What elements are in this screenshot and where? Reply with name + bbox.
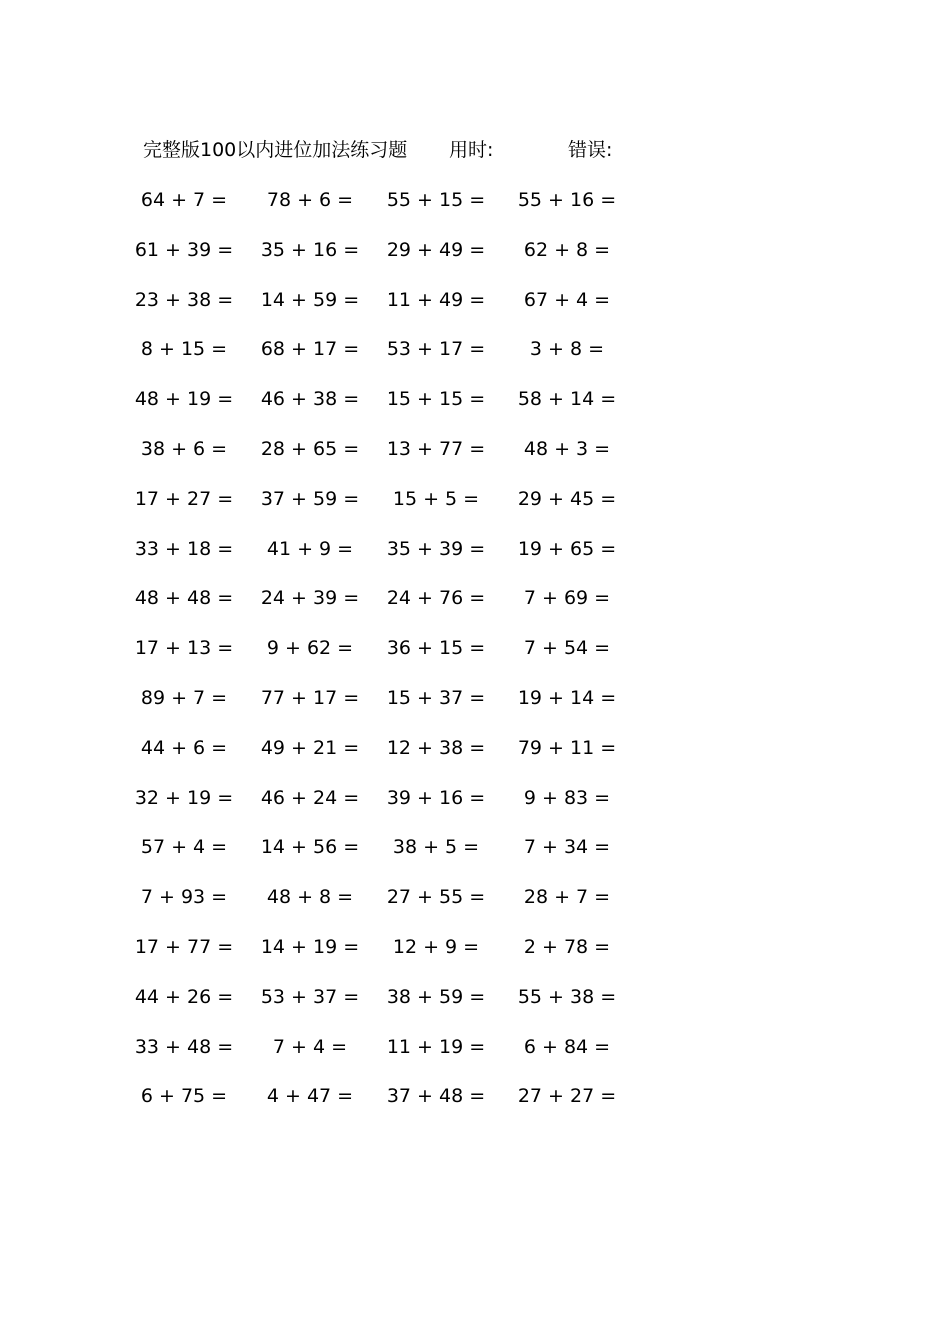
problem-item: 36 + 15 = — [386, 637, 486, 660]
problem-item: 35 + 16 = — [260, 238, 360, 261]
problem-item: 29 + 45 = — [517, 487, 617, 510]
problem-item: 37 + 59 = — [260, 487, 360, 510]
problem-item: 11 + 49 = — [386, 288, 486, 311]
problem-item: 38 + 5 = — [392, 836, 480, 859]
problem-item: 14 + 59 = — [260, 288, 360, 311]
problem-item: 28 + 65 = — [260, 437, 360, 460]
problem-item: 12 + 9 = — [392, 935, 480, 958]
problem-item: 37 + 48 = — [386, 1085, 486, 1108]
problem-item: 13 + 77 = — [386, 437, 486, 460]
problem-item: 44 + 6 = — [140, 736, 228, 759]
problem-row — [0, 934, 950, 984]
problem-item: 19 + 14 = — [517, 686, 617, 709]
problem-item: 15 + 15 = — [386, 388, 486, 411]
problem-item: 7 + 34 = — [523, 836, 611, 859]
problem-row — [0, 984, 950, 1034]
problem-item: 6 + 75 = — [140, 1085, 228, 1108]
problem-item: 68 + 17 = — [260, 338, 360, 361]
problem-item: 38 + 59 = — [386, 985, 486, 1008]
problem-item: 58 + 14 = — [517, 388, 617, 411]
problem-item: 14 + 56 = — [260, 836, 360, 859]
problem-item: 24 + 39 = — [260, 587, 360, 610]
problem-item: 53 + 17 = — [386, 338, 486, 361]
problem-item: 55 + 38 = — [517, 985, 617, 1008]
problem-row — [0, 536, 950, 586]
problem-row — [0, 287, 950, 337]
problem-item: 17 + 27 = — [134, 487, 234, 510]
problem-item: 46 + 38 = — [260, 388, 360, 411]
problem-item: 7 + 69 = — [523, 587, 611, 610]
problem-item: 64 + 7 = — [140, 189, 228, 211]
problem-item: 48 + 19 = — [134, 388, 234, 411]
problem-row — [0, 486, 950, 536]
problem-item: 62 + 8 = — [523, 238, 611, 261]
problem-item: 17 + 77 = — [134, 935, 234, 958]
time-used-label: 用时: — [449, 139, 494, 161]
problem-item: 29 + 49 = — [386, 238, 486, 261]
problem-item: 27 + 55 = — [386, 886, 486, 909]
problem-row — [0, 834, 950, 884]
problem-item: 39 + 16 = — [386, 786, 486, 809]
problem-item: 15 + 5 = — [392, 487, 480, 510]
problem-row — [0, 187, 950, 237]
error-count-label: 错误: — [568, 139, 613, 161]
problem-item: 28 + 7 = — [523, 886, 611, 909]
problem-item: 17 + 13 = — [134, 637, 234, 660]
problem-item: 33 + 18 = — [134, 537, 234, 560]
problem-item: 8 + 15 = — [140, 338, 228, 361]
problem-grid — [0, 187, 950, 1133]
problem-item: 12 + 38 = — [386, 736, 486, 759]
problem-item: 41 + 9 = — [266, 537, 354, 560]
problem-row — [0, 785, 950, 835]
problem-item: 2 + 78 = — [523, 935, 611, 958]
problem-item: 7 + 54 = — [523, 637, 611, 660]
problem-item: 4 + 47 = — [266, 1085, 354, 1108]
problem-item: 38 + 6 = — [140, 437, 228, 460]
problem-item: 27 + 27 = — [517, 1085, 617, 1108]
problem-item: 89 + 7 = — [140, 686, 228, 709]
problem-row — [0, 436, 950, 486]
problem-item: 23 + 38 = — [134, 288, 234, 311]
problem-item: 11 + 19 = — [386, 1035, 486, 1058]
problem-item: 9 + 83 = — [523, 786, 611, 809]
problem-item: 14 + 19 = — [260, 935, 360, 958]
problem-item: 55 + 16 = — [517, 189, 617, 211]
problem-item: 35 + 39 = — [386, 537, 486, 560]
problem-row — [0, 1034, 950, 1084]
problem-row — [0, 386, 950, 436]
problem-item: 48 + 3 = — [523, 437, 611, 460]
problem-row — [0, 635, 950, 685]
problem-item: 9 + 62 = — [266, 637, 354, 660]
worksheet-title: 完整版100以内进位加法练习题 — [143, 139, 408, 161]
problem-item: 24 + 76 = — [386, 587, 486, 610]
problem-row — [0, 735, 950, 785]
problem-row — [0, 336, 950, 386]
problem-item: 48 + 8 = — [266, 886, 354, 909]
problem-row — [0, 1083, 950, 1133]
problem-item: 67 + 4 = — [523, 288, 611, 311]
problem-item: 48 + 48 = — [134, 587, 234, 610]
problem-row — [0, 237, 950, 287]
problem-item: 33 + 48 = — [134, 1035, 234, 1058]
problem-item: 79 + 11 = — [517, 736, 617, 759]
problem-item: 6 + 84 = — [523, 1035, 611, 1058]
problem-item: 78 + 6 = — [266, 189, 354, 211]
problem-row — [0, 685, 950, 735]
problem-item: 55 + 15 = — [386, 189, 486, 211]
problem-item: 61 + 39 = — [134, 238, 234, 261]
problem-item: 77 + 17 = — [260, 686, 360, 709]
problem-item: 49 + 21 = — [260, 736, 360, 759]
problem-item: 3 + 8 = — [529, 338, 605, 361]
problem-row — [0, 884, 950, 934]
problem-item: 7 + 93 = — [140, 886, 228, 909]
problem-item: 32 + 19 = — [134, 786, 234, 809]
problem-item: 7 + 4 = — [272, 1035, 348, 1058]
problem-item: 15 + 37 = — [386, 686, 486, 709]
problem-row — [0, 585, 950, 635]
problem-item: 53 + 37 = — [260, 985, 360, 1008]
problem-item: 57 + 4 = — [140, 836, 228, 859]
problem-item: 46 + 24 = — [260, 786, 360, 809]
problem-item: 19 + 65 = — [517, 537, 617, 560]
problem-item: 44 + 26 = — [134, 985, 234, 1008]
